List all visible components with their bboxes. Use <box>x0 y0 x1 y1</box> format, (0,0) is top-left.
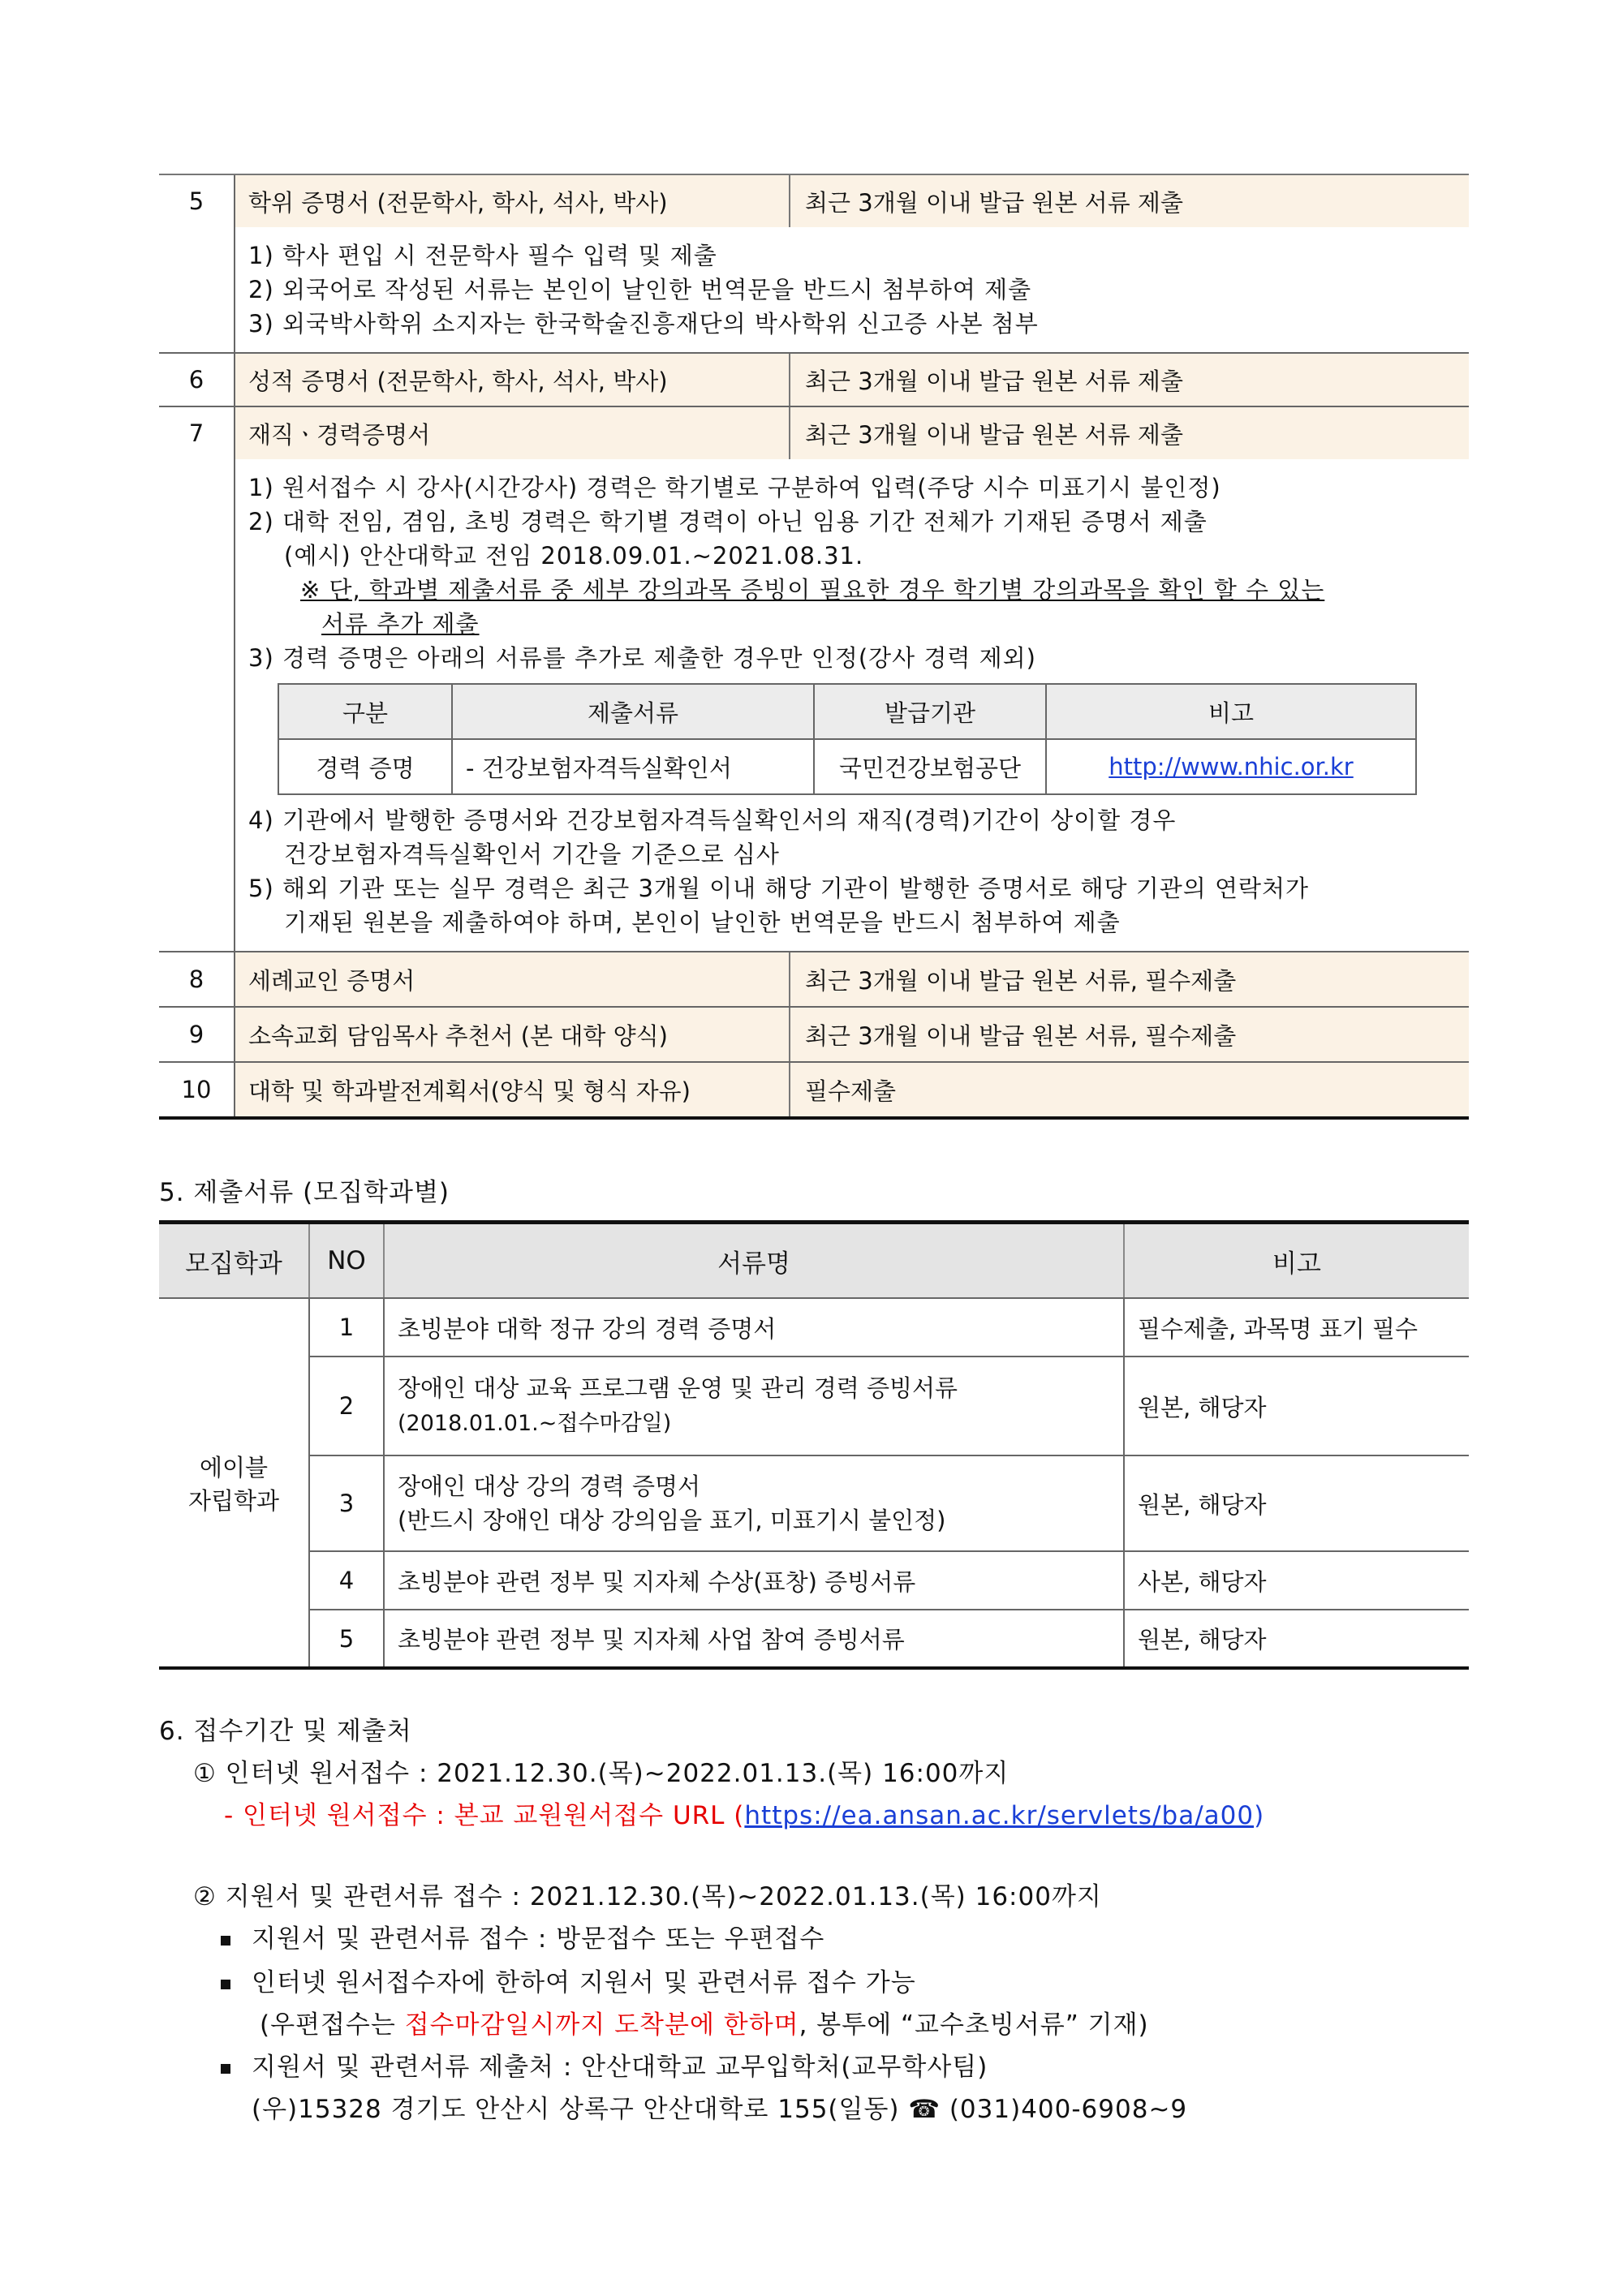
note-line: 1) 학사 편입 시 전문학사 필수 입력 및 제출 <box>248 242 717 269</box>
row-number: 1 <box>309 1298 384 1357</box>
bullet-icon <box>221 1980 230 1989</box>
column-header: 발급기관 <box>814 684 1046 739</box>
document-note: 원본, 해당자 <box>1138 1626 1267 1653</box>
table-row <box>159 1551 1469 1610</box>
row-number: 5 <box>159 175 235 227</box>
document-name: 대학 및 학과발전계획서(양식 및 형식 자유) <box>235 1063 790 1116</box>
note-line: 기재된 원본을 제출하여야 하며, 본인이 날인한 번역문을 반드시 첨부하여 제출 <box>284 909 1121 936</box>
row-number: 6 <box>159 354 235 406</box>
row-notes <box>159 459 1469 951</box>
document-note: 필수제출, 과목명 표기 필수 <box>1124 1298 1469 1357</box>
document-requirement: 최근 3개월 이내 발급 원본 서류, 필수제출 <box>790 1008 1469 1061</box>
document-note: 원본, 해당자 <box>1124 1455 1469 1551</box>
document-name: 초빙분야 관련 정부 및 지자체 사업 참여 증빙서류 <box>384 1610 1124 1668</box>
note-line: ※ 단, 학과별 제출서류 중 세부 강의과목 증빙이 필요한 경우 학기별 강의과목을 확인 할 수 있는 <box>300 576 1325 604</box>
section-title: 5. 제출서류 (모집학과별) <box>159 1178 450 1207</box>
table-row <box>159 1298 1469 1357</box>
career-proof-table <box>278 683 1417 795</box>
postal-note: (우편접수는 접수마감일시까지 도착분에 한하며, 봉투에 “교수초빙서류” 기재) <box>260 2010 1149 2040</box>
row-number: 4 <box>309 1551 384 1610</box>
row-number: 7 <box>159 407 235 459</box>
note-line: 3) 경력 증명은 아래의 서류를 추가로 제출한 경우만 인정(강사 경력 제외) <box>248 644 1036 672</box>
table-row <box>159 1357 1469 1455</box>
document-name: 소속교회 담임목사 추천서 (본 대학 양식) <box>235 1008 790 1061</box>
document-requirement: 필수제출 <box>790 1063 1469 1116</box>
document-name: 학위 증명서 (전문학사, 학사, 석사, 박사) <box>235 175 790 227</box>
table-cell: - 건강보험자격득실확인서 <box>452 739 814 794</box>
note-line: 2) 외국어로 작성된 서류는 본인이 날인한 번역문을 반드시 첨부하여 제출 <box>248 276 1032 303</box>
document-note: 원본, 해당자 <box>1124 1357 1469 1455</box>
document-submission-period: ② 지원서 및 관련서류 접수 : 2021.12.30.(목)~2022.01.13.(목) 16:00까지 <box>193 1882 1102 1911</box>
table-row <box>159 406 1469 459</box>
table-row <box>159 174 1469 227</box>
document-requirement: 최근 3개월 이내 발급 원본 서류 제출 <box>790 407 1469 459</box>
internet-application-url-line: - 인터넷 원서접수 : 본교 교원원서접수 URL (https://ea.ansan.ac.kr/servlets/ba/a00) <box>224 1801 1265 1830</box>
table-row <box>159 951 1469 1006</box>
note-line: 4) 기관에서 발행한 증명서와 건강보험자격득실확인서의 재직(경력)기간이 상이할 경우 <box>248 806 1177 834</box>
note-line: 3) 외국박사학위 소지자는 한국학술진흥재단의 박사학위 신고증 사본 첨부 <box>248 310 1039 338</box>
note-line: (예시) 안산대학교 전임 2018.09.01.~2021.08.31. <box>284 542 864 570</box>
column-header: 제출서류 <box>452 684 814 739</box>
note-line: 5) 해외 기관 또는 실무 경력은 최근 3개월 이내 해당 기관이 발행한 증명서로 해당 기관의 연락처가 <box>248 875 1310 902</box>
table-row <box>159 352 1469 406</box>
table-cell: 국민건강보험공단 <box>814 739 1046 794</box>
document-name: 세례교인 증명서 <box>235 952 790 1006</box>
row-number: 3 <box>309 1455 384 1551</box>
department-cell: 에이블 자립학과 <box>159 1298 309 1668</box>
department-documents-table <box>159 1220 1469 1670</box>
list-item: 지원서 및 관련서류 접수 : 방문접수 또는 우편접수 <box>221 1918 824 1954</box>
bullet-icon <box>221 1936 230 1946</box>
internet-application-period: ① 인터넷 원서접수 : 2021.12.30.(목)~2022.01.13.(목) 16:00까지 <box>193 1759 1010 1788</box>
note-line: 건강보험자격득실확인서 기간을 기준으로 심사 <box>284 841 780 868</box>
note-line: 2) 대학 전임, 겸임, 초빙 경력은 학기별 경력이 아닌 임용 기간 전체가 기재된 증명서 제출 <box>248 508 1208 535</box>
column-header: 비고 <box>1124 1223 1469 1299</box>
column-header: 서류명 <box>384 1223 1124 1299</box>
table-row <box>159 1061 1469 1116</box>
table-row <box>159 1455 1469 1551</box>
column-header: 비고 <box>1046 684 1416 739</box>
row-number: 10 <box>159 1063 235 1116</box>
nhic-link[interactable]: http://www.nhic.or.kr <box>1109 753 1354 780</box>
column-header: 구분 <box>278 684 452 739</box>
document-note: 사본, 해당자 <box>1124 1551 1469 1610</box>
document-name: 성적 증명서 (전문학사, 학사, 석사, 박사) <box>235 354 790 406</box>
document-name: 재직ㆍ경력증명서 <box>235 407 790 459</box>
list-item: 지원서 및 관련서류 제출처 : 안산대학교 교무입학처(교무학사팀) <box>221 2046 988 2083</box>
document-name: 초빙분야 관련 정부 및 지자체 수상(표창) 증빙서류 <box>384 1551 1124 1610</box>
list-item: 인터넷 원서접수자에 한하여 지원서 및 관련서류 접수 가능 <box>221 1962 916 1998</box>
document-requirement: 최근 3개월 이내 발급 원본 서류 제출 <box>790 354 1469 406</box>
note-line: 서류 추가 제출 <box>321 610 480 638</box>
bullet-icon <box>221 2064 230 2074</box>
row-notes <box>159 227 1469 352</box>
note-line: 1) 원서접수 시 강사(시간강사) 경력은 학기별로 구분하여 입력(주당 시수 미표기시 불인정) <box>248 474 1221 501</box>
column-header: NO <box>309 1223 384 1299</box>
document-requirement: 최근 3개월 이내 발급 원본 서류, 필수제출 <box>790 952 1469 1006</box>
document-requirement: 최근 3개월 이내 발급 원본 서류 제출 <box>790 175 1469 227</box>
document-name: 장애인 대상 교육 프로그램 운영 및 관리 경력 증빙서류 (2018.01.01.~접수마감일) <box>384 1357 1124 1455</box>
section-title: 6. 접수기간 및 제출처 <box>159 1717 412 1746</box>
document-name: 장애인 대상 강의 경력 증명서 (반드시 장애인 대상 강의임을 표기, 미표기시 불인정) <box>384 1455 1124 1551</box>
address-line: (우)15328 경기도 안산시 상록구 안산대학로 155(일동) ☎ (031)400-6908~9 <box>252 2095 1188 2124</box>
row-number: 2 <box>309 1357 384 1455</box>
document-name: 초빙분야 대학 정규 강의 경력 증명서 <box>384 1298 1124 1357</box>
application-url-link[interactable]: https://ea.ansan.ac.kr/servlets/ba/a00 <box>744 1801 1255 1830</box>
column-header: 모집학과 <box>159 1223 309 1299</box>
row-number: 5 <box>309 1610 384 1668</box>
row-number: 9 <box>159 1008 235 1061</box>
table-row <box>159 1610 1469 1668</box>
required-documents-table <box>159 174 1469 1120</box>
row-number: 8 <box>159 952 235 1006</box>
table-row <box>159 1006 1469 1061</box>
table-cell: 경력 증명 <box>278 739 452 794</box>
